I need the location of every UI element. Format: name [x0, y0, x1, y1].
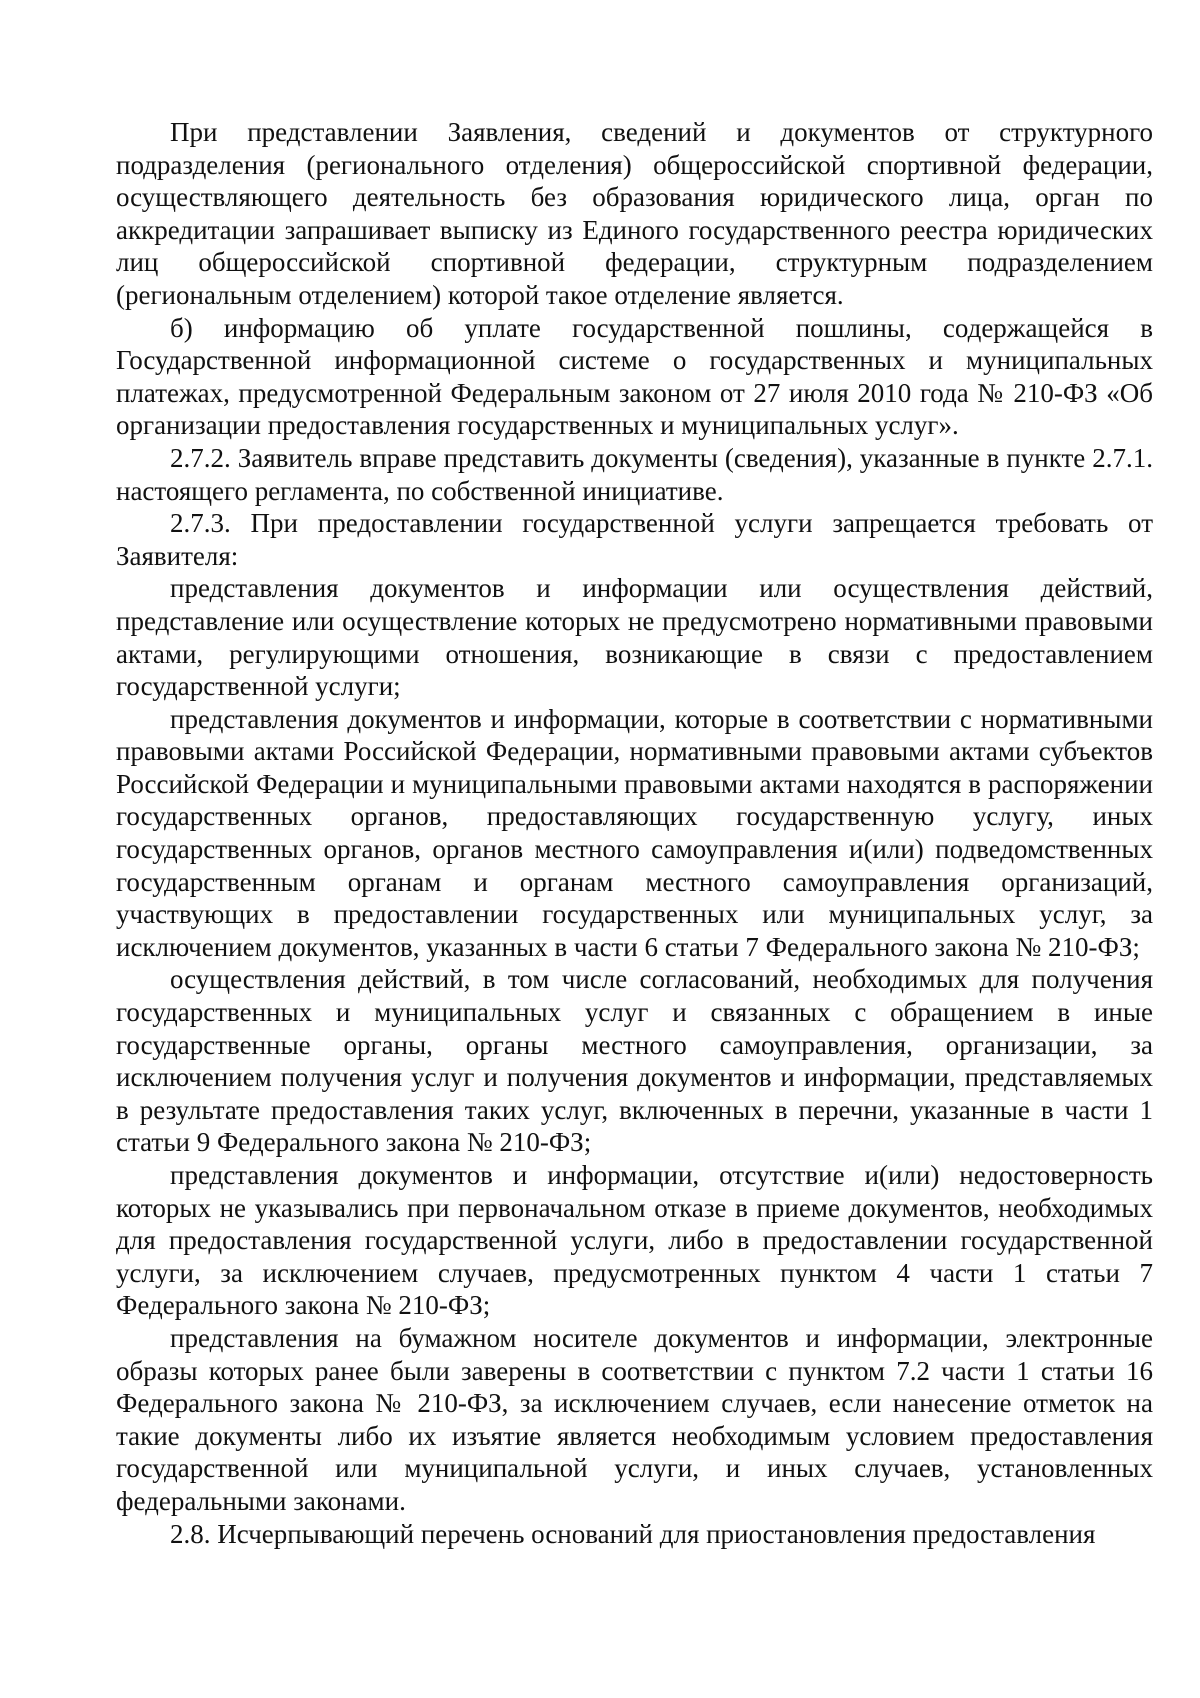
paragraph-prohibited-missing-documents: представления документов и информации, отсутствие и(или) недостоверность которых не указывались при первоначальном отказе в приеме документов, необходимых для предоставления государственной услуги, либо в предоставлении государственной услуги, за исключением случаев, предусмотренных пунктом 4 части 1 статьи 7 Федерального закона № 210-ФЗ; [116, 1160, 1153, 1321]
paragraph-structural-subdivision-request: При представлении Заявления, сведений и документов от структурного подразделения (регионального отделения) общероссийской спортивной федерации, осуществляющего деятельность без образования юридического лица, орган по аккредитации запрашивает выписку из Единого государственного реестра юридических лиц общероссийской спортивной федерации, структурным подразделением (региональным отделением) которой такое отделение является. [116, 117, 1153, 310]
paragraph-2-7-2: 2.7.2. Заявитель вправе представить документы (сведения), указанные в пункте 2.7.1. настоящего регламента, по собственной инициативе. [116, 442, 1153, 506]
paragraph-prohibited-documents-in-possession: представления документов и информации, которые в соответствии с нормативными правовыми актами Российской Федерации, нормативными правовыми актами субъектов Российской Федерации и муниципальными правовыми актами находятся в распоряжении государственных органов, предоставляющих государственную услугу, иных государственных органов, органов местного самоуправления и(или) подведомственных государственным органам и органам местного самоуправления организаций, участвующих в предоставлении государственных или муниципальных услуг, за исключением документов, указанных в части 6 статьи 7 Федерального закона № 210-ФЗ; [116, 703, 1153, 962]
paragraph-state-fee-info: б) информацию об уплате государственной пошлины, содержащейся в Государственной информационной системе о государственных и муниципальных платежах, предусмотренной Федеральным законом от 27 июля 2010 года № 210-ФЗ «Об организации предоставления государственных и муниципальных услуг». [116, 312, 1153, 441]
paragraph-2-8: 2.8. Исчерпывающий перечень оснований для приостановления предоставления [170, 1518, 1096, 1549]
paragraph-prohibited-paper-documents: представления на бумажном носителе документов и информации, электронные образы которых ранее были заверены в соответствии с пунктом 7.2 части 1 статьи 16 Федерального закона № 210-ФЗ, за исключением случаев, если нанесение отметок на такие документы либо их изъятие является необходимым условием предоставления государственной или муниципальной услуги, и иных случаев, установленных федеральными законами. [116, 1322, 1153, 1516]
document-body [116, 116, 1153, 1550]
paragraph-prohibited-documents-actions: представления документов и информации или осуществления действий, представление или осуществление которых не предусмотрено нормативными правовыми актами, регулирующими отношения, возникающие в связи с предоставлением государственной услуги; [116, 573, 1153, 702]
paragraph-prohibited-approvals: осуществления действий, в том числе согласований, необходимых для получения государственных и муниципальных услуг и связанных с обращением в иные государственные органы, органы местного самоуправления, организации, за исключением получения услуг и получения документов и информации, представляемых в результате предоставления таких услуг, включенных в перечни, указанные в части 1 статьи 9 Федерального закона № 210-ФЗ; [116, 964, 1153, 1158]
paragraph-2-7-3: 2.7.3. При предоставлении государственной услуги запрещается требовать от Заявителя: [116, 508, 1153, 571]
